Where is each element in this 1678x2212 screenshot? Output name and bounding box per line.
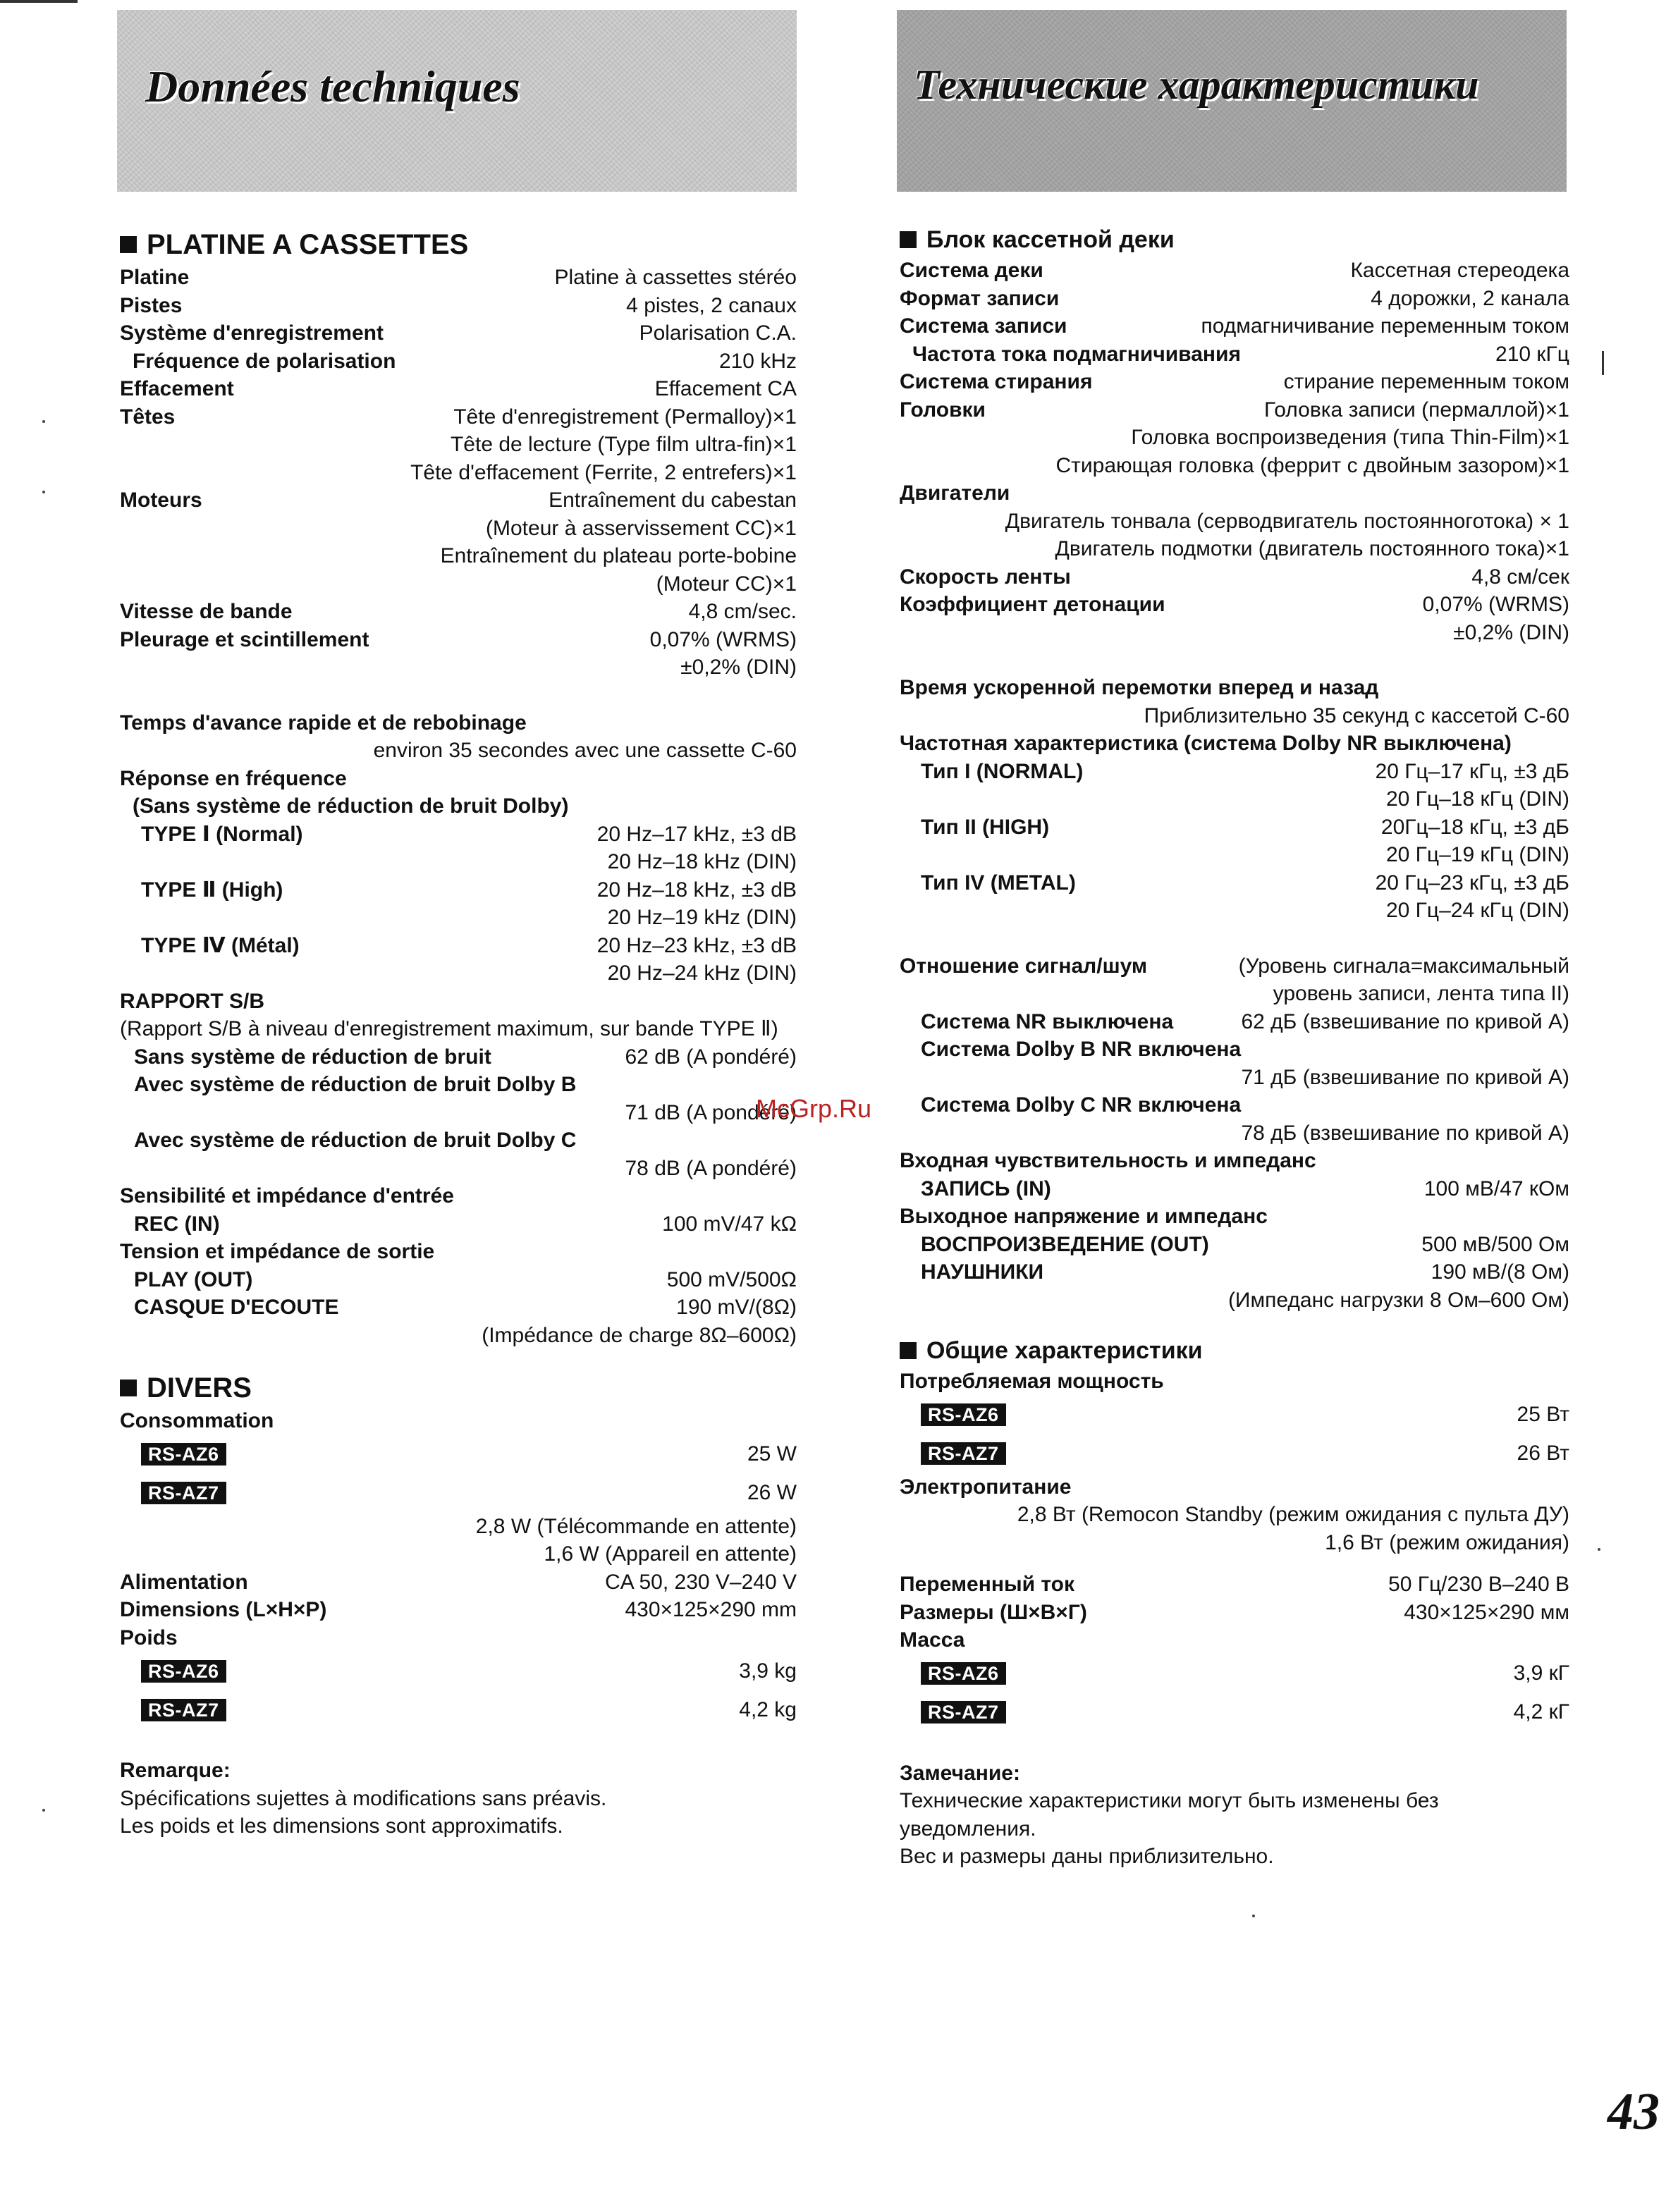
model-spec-row [120, 1652, 797, 1690]
spec-value: Кассетная стереодека [1350, 259, 1569, 282]
margin-dot [42, 420, 45, 423]
section-heading [120, 1370, 797, 1406]
section-heading-text: PLATINE A CASSETTES [147, 229, 469, 260]
spec-value: 430×125×290 mm [625, 1598, 797, 1621]
spec-group-label: Масса [900, 1628, 965, 1652]
spec-value-continued: Tête de lecture (Type film ultra-fin)×1 [450, 433, 797, 456]
spec-value: 25 W [747, 1442, 797, 1466]
note-text: Les poids et les dimensions sont approximatifs. [120, 1814, 563, 1838]
section-heading-text: Общие характеристики [926, 1337, 1203, 1364]
spec-row [120, 292, 797, 320]
spacer [120, 682, 797, 709]
spec-section [900, 224, 1569, 1314]
header-left [117, 10, 797, 192]
spacer [900, 646, 1569, 674]
spec-row [900, 758, 1569, 786]
spec-value-continued: 20 Hz–18 kHz (DIN) [607, 850, 797, 873]
spec-value-continued: Головка воспроизведения (типа Thin-Film)×1 [1131, 426, 1569, 449]
spec-value: подмагничивание переменным током [1201, 314, 1569, 338]
spec-group-label: Входная чувствительность и импеданс [900, 1149, 1316, 1172]
spec-value: 20 Гц–17 кГц, ±3 дБ [1375, 759, 1569, 783]
spacer [900, 1732, 1569, 1759]
spec-group-label: RAPPORT S/B [120, 989, 265, 1013]
spec-value-continued: Tête d'effacement (Ferrite, 2 entrefers)×1 [410, 460, 797, 484]
spec-group-label: Avec système de réduction de bruit Dolby B [134, 1073, 577, 1096]
section-heading-text: DIVERS [147, 1372, 252, 1403]
column-russian [900, 224, 1569, 1871]
spec-label: Fréquence de polarisation [133, 349, 396, 373]
spec-value: 210 кГц [1495, 342, 1569, 366]
spec-group-label: Remarque: [120, 1759, 231, 1782]
spec-value-continued: ±0,2% (DIN) [680, 656, 797, 679]
margin-dot [1598, 1548, 1600, 1551]
spec-row [120, 348, 797, 376]
model-spec-row [120, 1474, 797, 1513]
spec-label: Sans système de réduction de bruit [134, 1045, 491, 1069]
spec-value-continued: Двигатель подмотки (двигатель постоянного тока)×1 [1055, 537, 1569, 560]
spec-group-label: Avec système de réduction de bruit Dolby C [134, 1129, 577, 1152]
spec-label: Тип II (HIGH) [921, 815, 1050, 839]
spec-value-continued: 20 Гц–24 кГц (DIN) [1385, 899, 1569, 922]
spec-label: ЗАПИСЬ (IN) [921, 1176, 1051, 1200]
spec-value: 0,07% (WRMS) [1422, 593, 1569, 616]
margin-dot [1252, 1915, 1255, 1917]
page-title-ru: Технические характеристики [914, 61, 1479, 108]
spec-group-label: Система Dolby B NR включена [921, 1038, 1242, 1061]
spec-value: 4,2 kg [739, 1697, 797, 1721]
spec-value: 100 mV/47 kΩ [662, 1212, 797, 1236]
spec-value-continued: Двигатель тонвала (серводвигатель постоянноготока) × 1 [1005, 509, 1569, 533]
spec-label: Тип I (NORMAL) [921, 759, 1084, 783]
spec-group-label: Consommation [120, 1409, 274, 1432]
spec-value: 4 pistes, 2 canaux [626, 293, 797, 317]
spec-value: 20Гц–18 кГц, ±3 дБ [1380, 815, 1569, 839]
spec-value-continued: 78 дБ (взвешивание по кривой А) [1241, 1121, 1569, 1145]
spec-label: Размеры (Ш×В×Г) [900, 1600, 1087, 1624]
spec-value-continued: 71 дБ (взвешивание по кривой А) [1241, 1065, 1569, 1089]
spec-label: Система записи [900, 314, 1067, 338]
margin-mark [1602, 351, 1604, 375]
spec-value-continued: Стирающая головка (феррит с двойным зазором)×1 [1055, 453, 1569, 477]
note-text: Spécifications sujettes à modifications sans préavis. [120, 1786, 607, 1810]
spec-value: 62 dB (A pondéré) [625, 1045, 797, 1069]
spec-group-label: Замечание: [900, 1761, 1020, 1785]
spacer [120, 1729, 797, 1757]
spec-value: Platine à cassettes stéréo [554, 266, 797, 289]
spec-value: 3,9 kg [739, 1659, 797, 1683]
spec-value: 4,2 кГ [1513, 1700, 1569, 1724]
spec-group-label: Электропитание [900, 1475, 1072, 1499]
spec-row [900, 563, 1569, 591]
top-edge-line [0, 0, 78, 3]
spec-label: Système d'enregistrement [120, 321, 384, 345]
spec-value: 500 мВ/500 Ом [1421, 1232, 1569, 1256]
spec-row [900, 1231, 1569, 1259]
model-badge: RS-AZ6 [921, 1662, 1006, 1685]
spec-row [900, 312, 1569, 340]
spec-row [900, 591, 1569, 619]
spec-row [120, 876, 797, 904]
spec-label: Скорость ленты [900, 565, 1071, 589]
spec-row [120, 1568, 797, 1597]
bullet-square-icon [120, 236, 137, 253]
spec-value: (Уровень сигнала=максимальный [1238, 954, 1569, 978]
page-number: 43 [1607, 2083, 1660, 2141]
spec-label: Pistes [120, 293, 183, 317]
spec-label: REC (IN) [134, 1212, 220, 1236]
spec-row [120, 932, 797, 960]
column-french [120, 227, 797, 1841]
spec-value-continued: ±0,2% (DIN) [1453, 620, 1569, 644]
spec-label: Pleurage et scintillement [120, 627, 369, 651]
spec-label: Тип IV (METAL) [921, 871, 1076, 895]
spec-value: 190 мВ/(8 Ом) [1431, 1260, 1569, 1284]
spec-value: CA 50, 230 V–240 V [605, 1570, 797, 1594]
spec-value: 20 Гц–23 кГц, ±3 дБ [1375, 871, 1569, 895]
spec-value: Tête d'enregistrement (Permalloy)×1 [453, 405, 797, 429]
spec-value-continued: 2,8 W (Télécommande en attente) [475, 1514, 797, 1538]
spec-row [900, 1599, 1569, 1627]
spec-label: НАУШНИКИ [921, 1260, 1044, 1284]
spec-group-label: (Sans système de réduction de bruit Dolby) [133, 794, 569, 818]
spec-label: Dimensions (L×H×P) [120, 1598, 327, 1621]
spec-row [120, 375, 797, 403]
margin-dot [42, 1809, 45, 1812]
spec-label: Система деки [900, 259, 1043, 282]
spec-label: Частота тока подмагничивания [912, 342, 1241, 366]
spec-value: стирание переменным током [1283, 370, 1569, 393]
model-spec-row [900, 1396, 1569, 1434]
margin-dot [42, 491, 45, 493]
bullet-square-icon [120, 1380, 137, 1396]
spec-value: 62 дБ (взвешивание по кривой А) [1241, 1009, 1569, 1033]
spec-value: 50 Гц/230 В–240 В [1388, 1573, 1569, 1596]
spec-row [900, 1571, 1569, 1599]
spec-section [120, 1370, 797, 1841]
model-badge: RS-AZ6 [921, 1403, 1006, 1426]
spec-value: 20 Hz–23 kHz, ±3 dB [596, 933, 797, 957]
spec-label: Vitesse de bande [120, 600, 293, 623]
spec-value: Effacement CA [654, 377, 797, 400]
spec-section [120, 227, 797, 1349]
spec-row [120, 626, 797, 654]
spec-label: Alimentation [120, 1570, 248, 1594]
model-badge: RS-AZ7 [141, 1482, 226, 1504]
header-right [897, 10, 1567, 192]
spec-value: 190 mV/(8Ω) [676, 1296, 797, 1319]
spec-label: TYPE Ⅱ (High) [141, 878, 283, 902]
spec-row [900, 1008, 1569, 1036]
spec-value: 210 kHz [718, 349, 797, 373]
spec-value: 25 Вт [1517, 1403, 1569, 1427]
spec-row [120, 486, 797, 515]
spec-label: Platine [120, 266, 190, 289]
spec-group-label: Потребляемая мощность [900, 1370, 1164, 1393]
spec-group-label: Temps d'avance rapide et de rebobinage [120, 711, 527, 735]
spec-label: Effacement [120, 377, 234, 400]
spec-group-label: Sensibilité et impédance d'entrée [120, 1184, 454, 1208]
spec-row [120, 598, 797, 626]
spec-value-continued: 78 dB (A pondéré) [625, 1156, 797, 1180]
spec-value: 0,07% (WRMS) [649, 627, 797, 651]
spec-value: 500 mV/500Ω [666, 1267, 797, 1291]
spec-value: Polarisation C.A. [639, 321, 797, 345]
spec-row [120, 1043, 797, 1071]
spec-group-label: Время ускоренной перемотки вперед и назад [900, 676, 1379, 699]
spec-row [900, 340, 1569, 369]
spacer [900, 925, 1569, 952]
spec-group-label: Poids [120, 1626, 178, 1649]
spec-row [120, 264, 797, 292]
spec-value-continued: 1,6 W (Appareil en attente) [544, 1542, 797, 1566]
spec-value: 26 Вт [1517, 1442, 1569, 1466]
spec-value-continued: (Moteur à asservissement CC)×1 [486, 516, 797, 540]
watermark: McGrp.Ru [756, 1094, 872, 1123]
spec-value: 4,8 cm/sec. [688, 600, 797, 623]
model-badge: RS-AZ6 [141, 1443, 226, 1466]
spec-value-continued: Entraînement du plateau porte-bobine [440, 544, 797, 567]
spec-row [120, 319, 797, 348]
spec-value-continued: (Импеданс нагрузки 8 Ом–600 Ом) [1227, 1288, 1569, 1312]
spec-value: 3,9 кГ [1513, 1661, 1569, 1685]
model-spec-row [900, 1693, 1569, 1732]
spec-label: Головки [900, 398, 986, 422]
spec-value: 430×125×290 мм [1404, 1600, 1569, 1624]
spec-group-label: Двигатели [900, 481, 1010, 505]
spec-group-label: Частотная характеристика (система Dolby NR выключена) [900, 732, 1512, 755]
spec-value-continued: 1,6 Вт (режим ожидания) [1325, 1530, 1569, 1554]
spec-label: TYPE Ⅳ (Métal) [141, 933, 300, 957]
spec-row [900, 1175, 1569, 1203]
spec-label: Moteurs [120, 489, 202, 512]
model-spec-row [900, 1434, 1569, 1473]
spec-row [900, 952, 1569, 981]
spec-row [120, 1210, 797, 1239]
spec-group-label: Réponse en fréquence [120, 766, 347, 790]
spec-value-continued: 20 Hz–19 kHz (DIN) [607, 906, 797, 929]
model-badge: RS-AZ7 [141, 1699, 226, 1721]
spec-section [900, 1335, 1569, 1871]
spec-label: CASQUE D'ECOUTE [134, 1296, 339, 1319]
spec-label: TYPE Ⅰ (Normal) [141, 822, 303, 846]
note-text: (Rapport S/B à niveau d'enregistrement maximum, sur bande TYPE Ⅱ) [120, 1017, 778, 1040]
spec-value: Entraînement du cabestan [549, 489, 797, 512]
spec-value-continued: уровень записи, лента типа II) [1273, 982, 1569, 1005]
model-badge: RS-AZ7 [921, 1701, 1006, 1723]
spec-value-continued: 20 Гц–19 кГц (DIN) [1385, 843, 1569, 866]
page-title-fr: Données techniques [145, 61, 520, 111]
spec-group-label: Система Dolby C NR включена [921, 1093, 1242, 1117]
spec-value-continued: 2,8 Вт (Remocon Standby (режим ожидания с пульта ДУ) [1017, 1503, 1569, 1526]
spec-label: PLAY (OUT) [134, 1267, 253, 1291]
spec-group-label: Tension et impédance de sortie [120, 1240, 435, 1263]
spec-row [900, 869, 1569, 897]
model-spec-row [900, 1654, 1569, 1693]
note-text: Вес и размеры даны приблизительно. [900, 1845, 1274, 1868]
spec-row [900, 813, 1569, 842]
spec-value: Головка записи (пермаллой)×1 [1264, 398, 1569, 422]
section-heading [900, 1335, 1569, 1366]
spec-row [120, 403, 797, 431]
bullet-square-icon [900, 1342, 917, 1359]
spec-value: 26 W [747, 1481, 797, 1505]
spec-group-label: Выходное напряжение и импеданс [900, 1205, 1268, 1228]
spec-row [900, 396, 1569, 424]
section-heading [900, 224, 1569, 255]
spec-label: Отношение сигнал/шум [900, 954, 1148, 978]
spec-label: Система NR выключена [921, 1009, 1174, 1033]
spec-label: Переменный ток [900, 1573, 1075, 1596]
model-badge: RS-AZ6 [141, 1660, 226, 1683]
spec-row [120, 1294, 797, 1322]
note-text: Технические характеристики могут быть изменены без [900, 1789, 1439, 1812]
spec-value: 20 Hz–18 kHz, ±3 dB [596, 878, 797, 902]
spec-row [900, 257, 1569, 285]
spec-value: 100 мВ/47 кОм [1423, 1176, 1569, 1200]
spec-label: Têtes [120, 405, 176, 429]
spec-value-continued: (Moteur CC)×1 [656, 572, 797, 596]
spec-row [120, 821, 797, 849]
section-heading-text: Блок кассетной деки [926, 226, 1175, 253]
model-badge: RS-AZ7 [921, 1442, 1006, 1465]
spec-value-continued: 20 Гц–18 кГц (DIN) [1385, 787, 1569, 811]
spec-row [120, 1266, 797, 1294]
spec-row [120, 1596, 797, 1624]
spec-value: 20 Hz–17 kHz, ±3 dB [596, 822, 797, 846]
spec-label: Формат записи [900, 286, 1060, 310]
spec-value-continued: 20 Hz–24 kHz (DIN) [607, 961, 797, 985]
bullet-square-icon [900, 231, 917, 248]
spec-row [900, 285, 1569, 313]
spec-value-continued: environ 35 secondes avec une cassette C-60 [373, 739, 797, 762]
spec-label: Система стирания [900, 370, 1093, 393]
spec-label: Коэффициент детонации [900, 593, 1165, 616]
spec-label: ВОСПРОИЗВЕДЕНИЕ (OUT) [921, 1232, 1209, 1256]
spec-value-continued: (Impédance de charge 8Ω–600Ω) [482, 1323, 797, 1347]
model-spec-row [120, 1690, 797, 1729]
section-heading [120, 227, 797, 262]
spec-value: 4,8 см/сек [1471, 565, 1569, 589]
spec-value: 4 дорожки, 2 канала [1371, 286, 1569, 310]
spec-value-continued: 71 dB (A pondéré) [625, 1100, 797, 1124]
model-spec-row [120, 1435, 797, 1474]
spec-row [900, 1258, 1569, 1286]
note-text: уведомления. [900, 1817, 1036, 1841]
spec-row [900, 368, 1569, 396]
spacer [900, 1556, 1569, 1571]
spec-value-continued: Приблизительно 35 секунд с кассетой C-60 [1144, 703, 1569, 727]
